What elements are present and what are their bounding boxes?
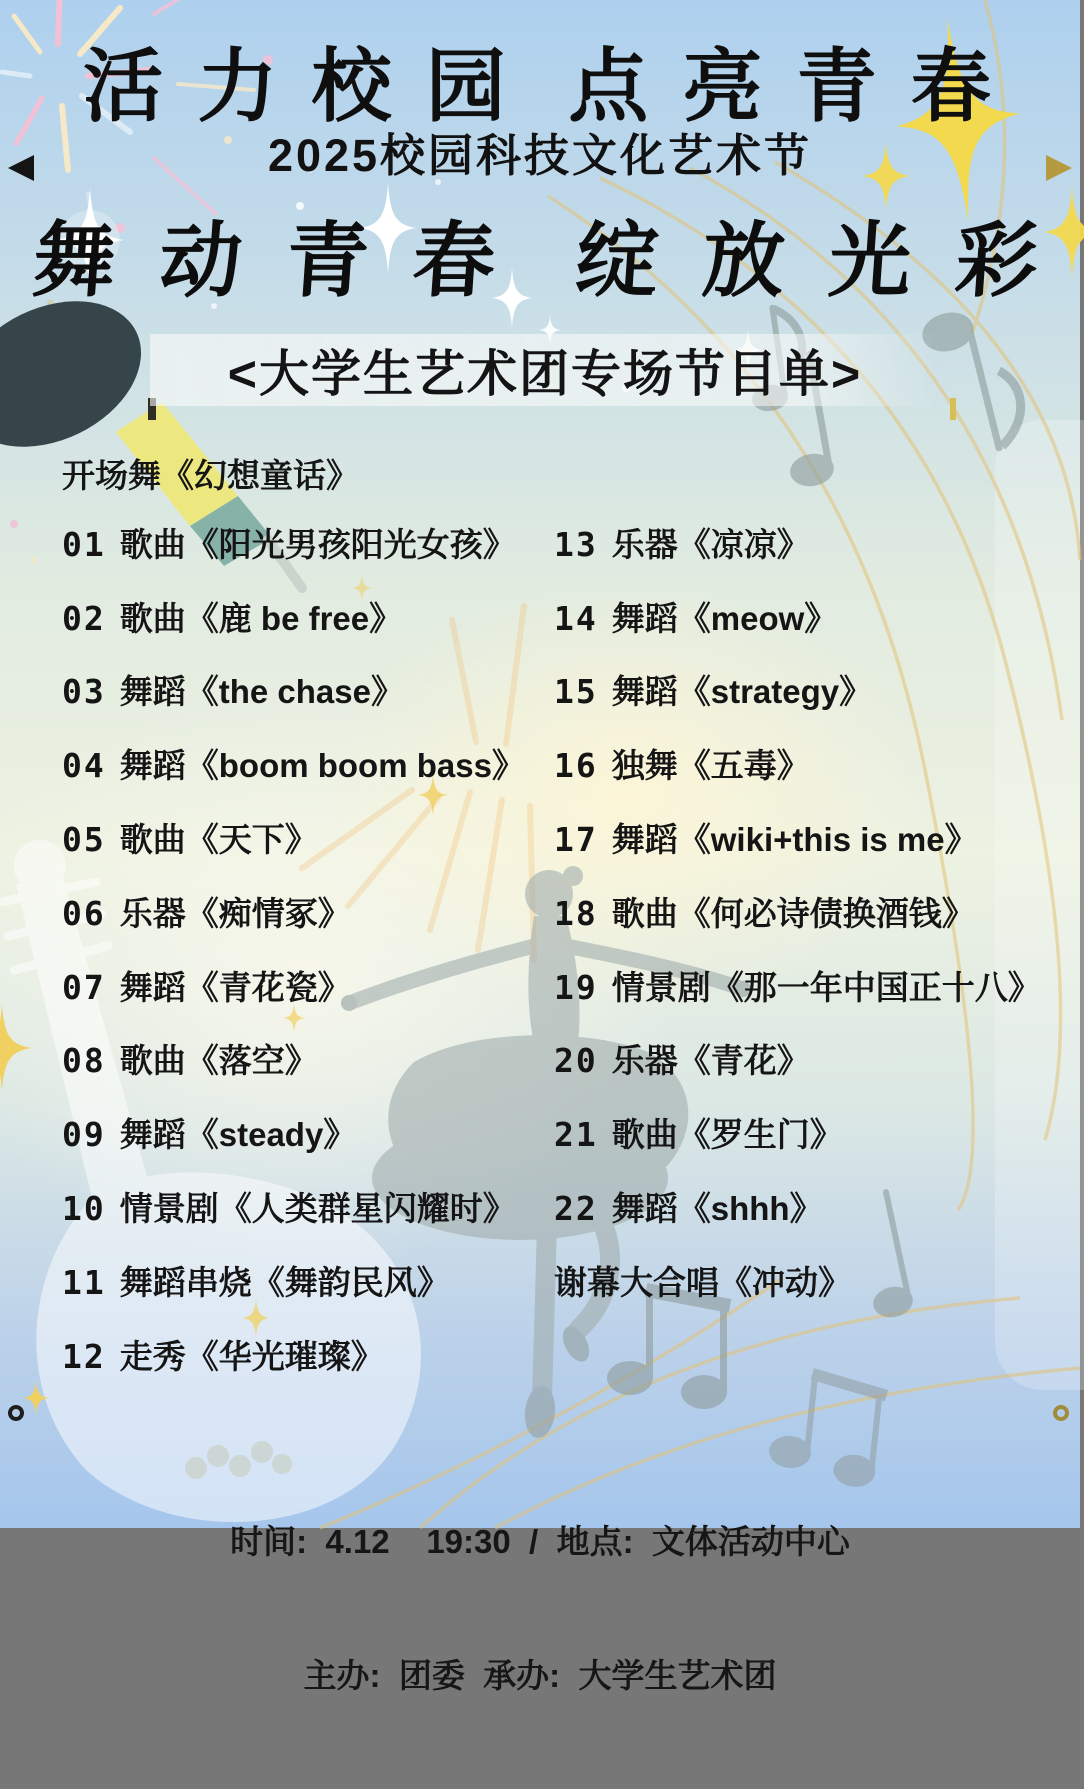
program-item-title: 舞蹈串烧《舞韵民风》 (119, 1263, 450, 1301)
footer-organizers: 主办: 团委 承办: 大学生艺术团 (303, 1657, 777, 1695)
program-item-number: 05 (62, 819, 106, 859)
opening-act: 开场舞《幻想童话》 (62, 457, 359, 494)
program-item-number: 13 (554, 524, 598, 564)
program-item-number: 04 (62, 746, 106, 786)
program-item (554, 888, 1054, 941)
program-item (62, 888, 554, 941)
program-item (62, 1257, 554, 1310)
program-item-title: 舞蹈《strategy》 (611, 673, 873, 711)
program-item-number: 18 (554, 893, 598, 933)
program-item-number: 20 (554, 1041, 598, 1081)
program-item-title: 歌曲《鹿 be free》 (119, 599, 403, 637)
program-item-number: 22 (554, 1188, 598, 1228)
program-item (62, 740, 554, 793)
program-item-title: 情景剧《人类群星闪耀时》 (119, 1189, 516, 1227)
program-item-title: 歌曲《阳光男孩阳光女孩》 (119, 525, 516, 563)
program-item (554, 593, 1054, 646)
program-item (554, 1035, 1054, 1088)
program-item-number: 09 (62, 1115, 106, 1155)
program-item-number: 15 (554, 672, 598, 712)
program-item-number: 03 (62, 672, 106, 712)
slogan-title: 舞 动 青 春 绽 放 光 彩 (29, 213, 1050, 309)
program-item-number: 14 (554, 598, 598, 638)
program-item-number: 11 (62, 1262, 106, 1302)
program-columns (62, 519, 1054, 1405)
program-item-number: 16 (554, 746, 598, 786)
program-item-title: 独舞《五毒》 (611, 747, 810, 785)
program-banner (150, 334, 940, 406)
program-item-title: 走秀《华光璀璨》 (119, 1337, 384, 1375)
page-title: 活 力 校 园 点 亮 青 春 (83, 42, 997, 131)
program-item (554, 666, 1054, 719)
program-item-number: 21 (554, 1115, 598, 1155)
program-item (62, 519, 554, 572)
program-item (62, 1183, 554, 1236)
program-list (62, 450, 1054, 1404)
program-item-title: 乐器《痴情冢》 (119, 894, 351, 932)
program-item (554, 1183, 1054, 1236)
program-item-number: 01 (62, 524, 106, 564)
program-item-title: 舞蹈《boom boom bass》 (119, 747, 525, 785)
program-item-title: 乐器《青花》 (611, 1042, 810, 1080)
program-item (62, 814, 554, 867)
program-item-title: 歌曲《落空》 (119, 1042, 318, 1080)
program-item (62, 593, 554, 646)
program-item-title: 舞蹈《wiki+this is me》 (611, 820, 978, 858)
program-item-number: 02 (62, 598, 106, 638)
closing-act: 谢幕大合唱《冲动》 (554, 1263, 851, 1301)
program-item-title: 舞蹈《shhh》 (611, 1189, 823, 1227)
program-item (554, 740, 1054, 793)
program-item-title: 舞蹈《meow》 (611, 599, 838, 637)
program-item (554, 814, 1054, 867)
program-item-number: 17 (554, 819, 598, 859)
program-item (62, 962, 554, 1015)
program-item-title: 情景剧《那一年中国正十八》 (611, 968, 1041, 1006)
program-item (554, 1109, 1054, 1162)
program-item-title: 舞蹈《the chase》 (119, 673, 404, 711)
program-item (554, 962, 1054, 1015)
program-item-title: 歌曲《天下》 (119, 820, 318, 858)
program-banner-label: <大学生艺术团专场节目单> (227, 346, 863, 402)
program-item-number: 10 (62, 1188, 106, 1228)
footer-time-location: 时间: 4.12 19:30 / 地点: 文体活动中心 (230, 1522, 850, 1560)
program-item-title: 舞蹈《steady》 (119, 1116, 357, 1154)
program-item (554, 519, 1054, 572)
program-item (62, 666, 554, 719)
program-item-number: 19 (554, 967, 598, 1007)
program-item-number: 07 (62, 967, 106, 1007)
program-item (62, 1109, 554, 1162)
program-column-right (554, 519, 1054, 1405)
program-item (62, 1331, 554, 1384)
footer-info (0, 1430, 1080, 1789)
program-item-title: 舞蹈《青花瓷》 (119, 968, 351, 1006)
program-item-number: 08 (62, 1041, 106, 1081)
program-item-number: 06 (62, 893, 106, 933)
program-item (62, 1035, 554, 1088)
program-column-left (62, 519, 554, 1405)
program-item-number: 12 (62, 1336, 106, 1376)
event-subtitle: 2025校园科技文化艺术节 (267, 130, 813, 181)
program-item-title: 乐器《凉凉》 (611, 525, 810, 563)
program-item-title: 歌曲《罗生门》 (611, 1116, 843, 1154)
program-item-title: 歌曲《何必诗债换酒钱》 (611, 894, 975, 932)
